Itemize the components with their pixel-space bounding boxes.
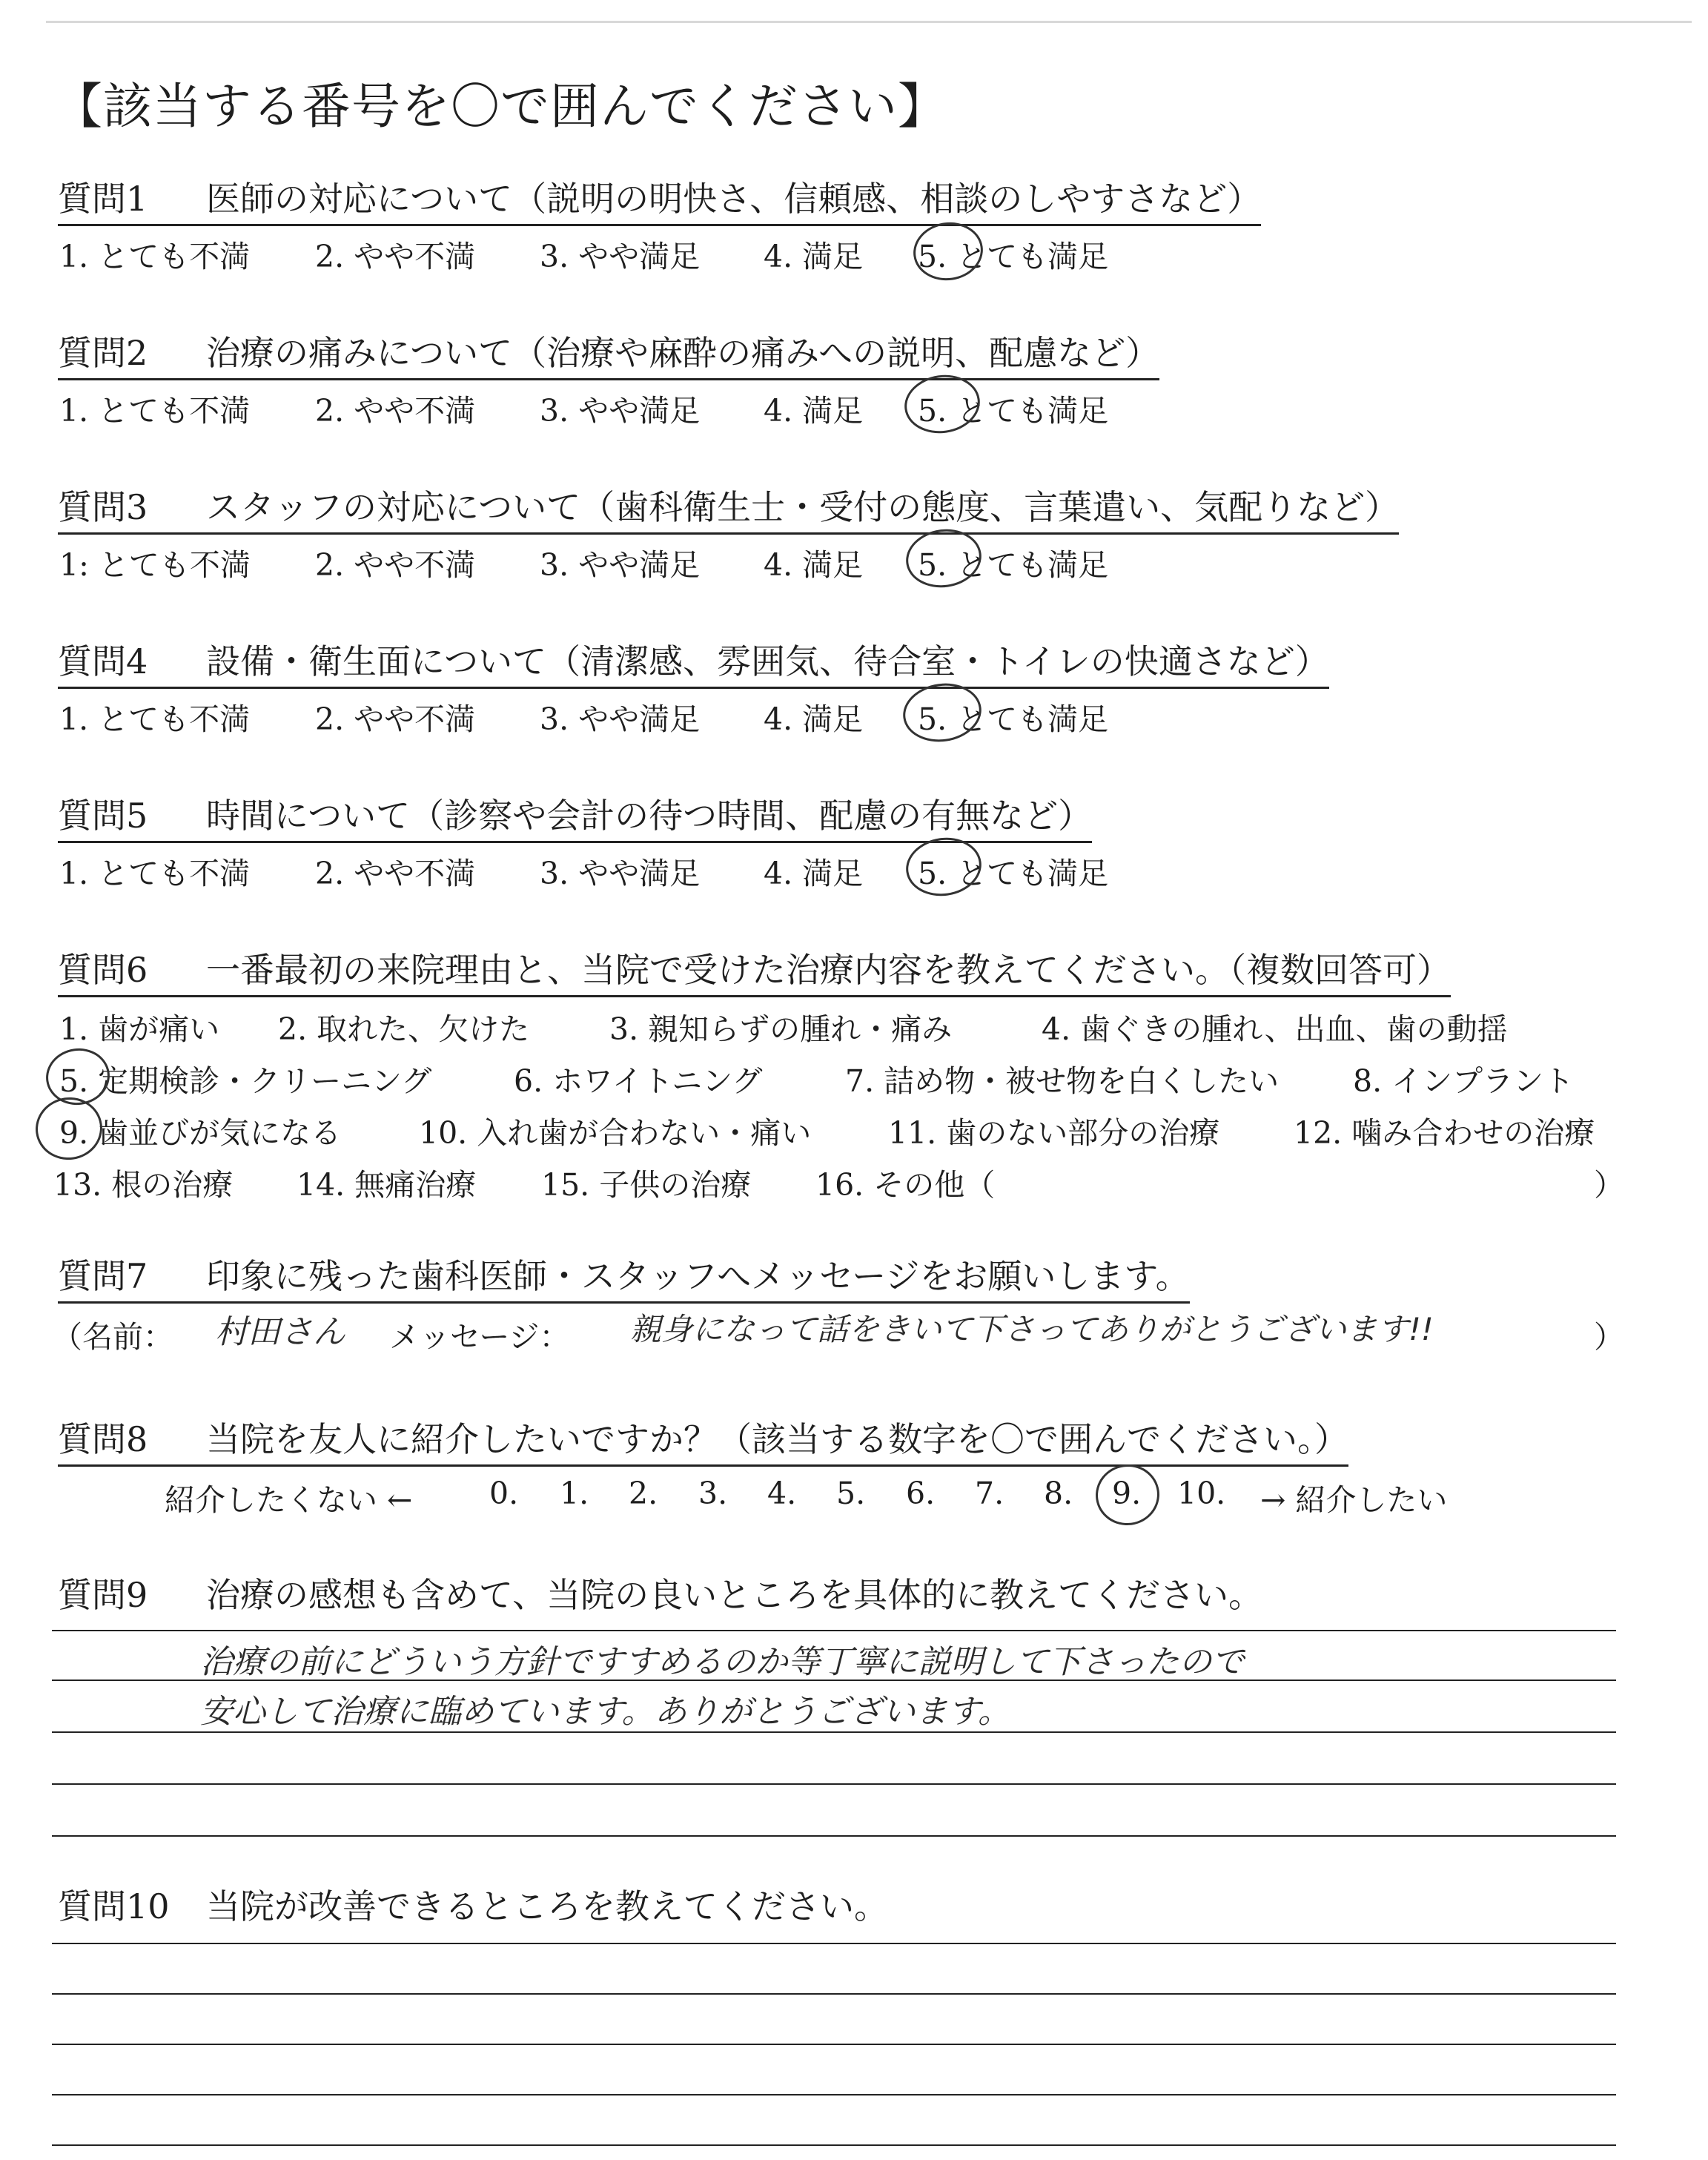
q10-title-row [58,1880,888,1932]
q8-scale-2[interactable]: 2. [629,1476,658,1511]
q9-answer-line-3[interactable] [52,1731,1616,1733]
q4-option-2[interactable]: 2. やや不満 [315,701,476,737]
q6-label: 質問6 [58,950,148,990]
q6-option-11[interactable]: 11. 歯のない部分の治療 [888,1115,1220,1151]
q4-option-3[interactable]: 3. やや満足 [540,701,701,737]
q6-option-2[interactable]: 2. 取れた、欠けた [278,1011,530,1047]
q1-option-4[interactable]: 4. 満足 [764,239,864,274]
q8-left-label: 紹介したくない ← [165,1482,413,1518]
q3-title-row [58,480,1399,535]
q2-option-5[interactable]: 5. とても満足 [918,393,1109,429]
q6-selected-circle-9 [32,1093,107,1164]
q10-answer-line-3[interactable] [52,2044,1616,2045]
q4-option-1[interactable]: 1. とても不満 [59,701,251,737]
q5-title-row [58,789,1092,843]
q1-title: 医師の対応について（説明の明快さ、信頼感、相談のしやすさなど） [206,179,1262,219]
q5-title: 時間について（診察や会計の待つ時間、配慮の有無など） [206,796,1093,836]
q2-option-3[interactable]: 3. やや満足 [540,393,701,429]
q4-option-5[interactable]: 5. とても満足 [918,701,1109,737]
q4-option-4[interactable]: 4. 満足 [764,701,864,737]
q1-option-5[interactable]: 5. とても満足 [918,239,1109,274]
q8-scale-5[interactable]: 5. [836,1476,866,1511]
q10-title: 当院が改善できるところを教えてください。 [206,1886,888,1926]
q5-option-5[interactable]: 5. とても満足 [918,856,1109,891]
q7-message-label: メッセージ： [389,1319,570,1355]
q10-label: 質問10 [58,1886,170,1926]
q7-close-paren: ） [1594,1319,1624,1355]
q2-title-row [58,326,1159,380]
q7-message-value[interactable]: 親身になって話をきいて下さってありがとうございます!! [630,1311,1434,1347]
q9-title-row [58,1568,1262,1620]
q8-scale-9[interactable]: 9. [1112,1476,1142,1511]
q7-label: 質問7 [58,1256,148,1296]
q1-option-3[interactable]: 3. やや満足 [540,239,701,274]
q8-scale-8[interactable]: 8. [1044,1476,1073,1511]
q7-name-label: （名前： [52,1319,173,1355]
q4-title-row [58,635,1329,689]
q9-label: 質問9 [58,1575,148,1615]
q6-title-row [58,943,1451,997]
q3-option-5[interactable]: 5. とても満足 [918,547,1109,583]
q7-name-value[interactable]: 村田さん [215,1313,345,1351]
q9-answer-text-1[interactable]: 治療の前にどういう方針ですすめるのか等丁寧に説明して下さったので [200,1643,1245,1681]
q6-option-1[interactable]: 1. 歯が痛い [59,1011,220,1047]
q8-scale-0[interactable]: 0. [489,1476,519,1511]
q6-option-4[interactable]: 4. 歯ぐきの腫れ、出血、歯の動揺 [1042,1011,1508,1047]
q5-option-3[interactable]: 3. やや満足 [540,856,701,891]
q6-option-9[interactable]: 9. 歯並びが気になる [59,1115,342,1151]
q7-title-row [58,1249,1190,1304]
q1-title-row [58,172,1261,226]
q6-option-14[interactable]: 14. 無痛治療 [297,1167,477,1203]
page-top-border [46,21,1692,23]
q9-answer-line-1[interactable] [52,1630,1616,1631]
q9-title: 治療の感想も含めて、当院の良いところを具体的に教えてください。 [206,1575,1263,1615]
form-header: 【該当する番号を〇で囲んでください】 [53,78,947,135]
q3-title: スタッフの対応について（歯科衛生士・受付の態度、言葉遣い、気配りなど） [206,487,1400,527]
q6-option-13[interactable]: 13. 根の治療 [53,1167,234,1203]
q2-option-1[interactable]: 1. とても不満 [59,393,251,429]
q6-other-close-paren: ） [1594,1167,1624,1203]
q5-option-4[interactable]: 4. 満足 [764,856,864,891]
q6-option-5[interactable]: 5. 定期検診・クリーニング [59,1063,432,1099]
q10-answer-line-4[interactable] [52,2094,1616,2095]
q9-answer-text-2[interactable]: 安心して治療に臨めています。ありがとうございます。 [200,1693,1010,1731]
q10-answer-line-2[interactable] [52,1993,1616,1995]
q1-option-1[interactable]: 1. とても不満 [59,239,251,274]
q8-label: 質問8 [58,1419,148,1459]
q2-title: 治療の痛みについて（治療や麻酔の痛みへの説明、配慮など） [206,333,1160,373]
q1-label: 質問1 [58,179,148,219]
q3-label: 質問3 [58,487,148,527]
q8-scale-3[interactable]: 3. [698,1476,728,1511]
q8-scale-1[interactable]: 1. [560,1476,589,1511]
q5-option-2[interactable]: 2. やや不満 [315,856,476,891]
q6-option-16[interactable]: 16. その他（ [815,1167,996,1203]
q6-title: 一番最初の来院理由と、当院で受けた治療内容を教えてください。（複数回答可） [206,950,1451,990]
q8-scale-7[interactable]: 7. [975,1476,1004,1511]
q1-option-2[interactable]: 2. やや不満 [315,239,476,274]
q6-option-7[interactable]: 7. 詰め物・被せ物を白くしたい [845,1063,1280,1099]
q6-option-12[interactable]: 12. 噛み合わせの治療 [1294,1115,1595,1151]
q8-title-row [58,1413,1348,1467]
q6-option-10[interactable]: 10. 入れ歯が合わない・痛い [419,1115,812,1151]
q3-option-1[interactable]: 1: とても不満 [59,547,251,583]
q10-answer-line-1[interactable] [52,1943,1616,1944]
q4-label: 質問4 [58,641,148,681]
q8-selected-circle [1092,1460,1164,1529]
q8-title: 当院を友人に紹介したいですか？（該当する数字を〇で囲んでください。） [206,1419,1348,1459]
q6-option-6[interactable]: 6. ホワイトニング [514,1063,763,1099]
q8-scale-4[interactable]: 4. [767,1476,797,1511]
q9-answer-line-2[interactable] [52,1680,1616,1681]
q5-label: 質問5 [58,796,148,836]
q8-scale-6[interactable]: 6. [906,1476,936,1511]
q8-right-label: → 紹介したい [1260,1482,1448,1518]
q3-option-3[interactable]: 3. やや満足 [540,547,701,583]
q6-option-15[interactable]: 15. 子供の治療 [541,1167,752,1203]
q8-scale-10[interactable]: 10. [1177,1476,1226,1511]
q2-option-2[interactable]: 2. やや不満 [315,393,476,429]
q6-option-3[interactable]: 3. 親知らずの腫れ・痛み [609,1011,953,1047]
q6-option-8[interactable]: 8. インプラント [1353,1063,1575,1099]
q9-answer-line-4[interactable] [52,1783,1616,1785]
q2-option-4[interactable]: 4. 満足 [764,393,864,429]
q5-option-1[interactable]: 1. とても不満 [59,856,251,891]
q10-answer-line-5[interactable] [52,2144,1616,2146]
q3-option-2[interactable]: 2. やや不満 [315,547,476,583]
q2-label: 質問2 [58,333,148,373]
q7-title: 印象に残った歯科医師・スタッフへメッセージをお願いします。 [206,1256,1190,1296]
q3-option-4[interactable]: 4. 満足 [764,547,864,583]
q4-title: 設備・衛生面について（清潔感、雰囲気、待合室・トイレの快適さなど） [206,641,1329,681]
q9-answer-line-5[interactable] [52,1835,1616,1837]
